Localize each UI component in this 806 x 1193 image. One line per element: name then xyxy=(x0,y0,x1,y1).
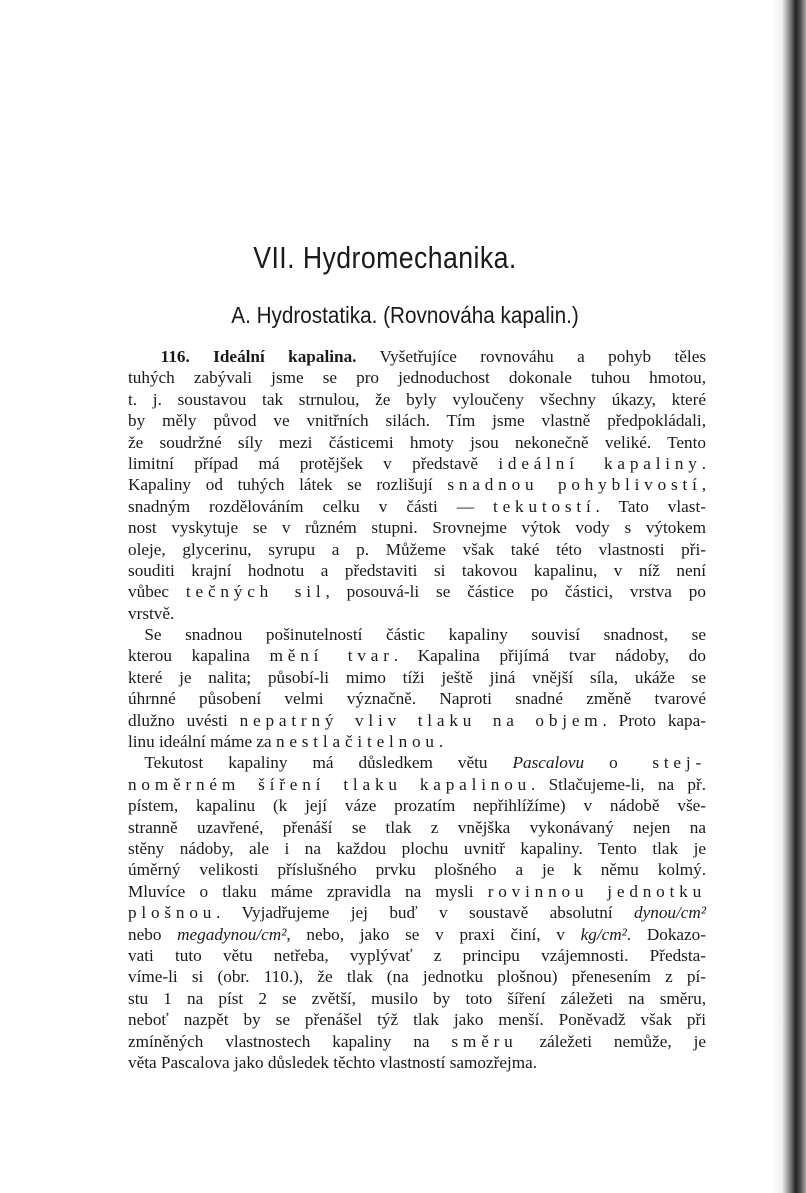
text-line xyxy=(128,603,706,624)
italic-text-run: megadynou/cm² xyxy=(177,924,287,944)
text-run: . Tato vlast- xyxy=(595,496,706,516)
text-line xyxy=(128,517,706,538)
text-run: zmíněných vlastnostech kapaliny na xyxy=(128,1031,452,1051)
text-line xyxy=(128,496,706,517)
paragraph xyxy=(128,752,706,1073)
text-run: věta Pascalova jako důsledek těchto vlastností samozřejma. xyxy=(128,1052,538,1072)
text-run: . Kapalina přijímá tvar nádoby, do xyxy=(393,646,706,666)
text-run xyxy=(584,753,609,772)
text-line xyxy=(128,410,706,431)
paragraph xyxy=(128,624,706,752)
text-line xyxy=(128,624,706,645)
text-run: stu 1 na píst 2 se zvětší, musilo by toto šíření záležeti na směru, xyxy=(128,988,706,1008)
italic-text-run: kg/cm² xyxy=(580,924,627,944)
text-run: víme-li si (obr. 110.), že tlak (na jednotku plošnou) přenesením z pí- xyxy=(128,967,706,987)
text-line xyxy=(128,1052,706,1073)
text-run: nebo xyxy=(128,924,178,944)
text-run: vrstvě. xyxy=(128,603,175,623)
text-run: t. j. soustavou tak strnulou, že byly vyloučeny všechny úkazy, které xyxy=(128,389,706,409)
text-line xyxy=(128,432,706,453)
text-run: snadným rozdělováním celku v části — xyxy=(128,496,493,516)
spaced-text-run: tekutostí xyxy=(493,496,596,516)
text-line xyxy=(128,731,706,752)
spaced-text-run: mění tvar xyxy=(269,646,394,666)
text-line xyxy=(128,795,706,816)
text-run: pístem, kapalinu (k její váze prozatím nepřihlížíme) v nádobě vše- xyxy=(128,796,706,816)
text-run: které je nalita; působí-li mimo tíži ještě jiná vnější síla, ukáže se xyxy=(128,667,706,687)
text-line xyxy=(128,859,706,880)
text-run: úhrnné působení velmi význačně. Naproti snadné změně tvarové xyxy=(128,689,706,709)
text-line xyxy=(128,346,706,367)
italic-text-run: dynou/cm² xyxy=(634,903,706,923)
bold-text-run: 116. Ideální kapalina. xyxy=(160,347,357,366)
text-run: stěny nádoby, ale i na každou plochu uvnitř kapaliny. Tento tlak je xyxy=(128,838,706,858)
text-line xyxy=(128,752,706,773)
text-line xyxy=(128,774,706,795)
text-line xyxy=(128,710,706,731)
scan-edge-shadow xyxy=(772,0,806,1193)
text-line xyxy=(128,945,706,966)
chapter-title: VII. Hydromechanika. xyxy=(253,240,517,275)
spaced-text-run: o stej- xyxy=(609,753,707,773)
text-run: . Stlačujeme-li, na př. xyxy=(531,774,706,794)
text-run: , posouvá-li se částice po částici, vrstva po xyxy=(325,582,706,602)
spaced-text-run: nepatrný vliv tlaku na objem xyxy=(239,710,603,730)
spaced-text-run: plošnou xyxy=(128,903,217,923)
spaced-text-run: noměrném šíření tlaku kapalinou xyxy=(128,774,532,794)
text-run: Tekutost kapaliny má důsledkem větu xyxy=(144,753,513,773)
text-run: nost vyskytuje se v různém stupni. Srovnejme výtok vody s výtokem xyxy=(128,518,706,538)
paragraph xyxy=(128,346,706,624)
text-run: . Vyjadřujeme jej buď v soustavě absolutní xyxy=(216,903,635,923)
spaced-text-run: tečných sil xyxy=(185,582,326,602)
text-run: vůbec xyxy=(128,582,186,602)
text-line xyxy=(128,817,706,838)
text-run: , xyxy=(701,475,706,495)
spaced-text-run: nestlačitelnou xyxy=(275,732,439,752)
text-line xyxy=(128,474,706,495)
text-run: . xyxy=(438,732,444,752)
text-run: úměrný velikosti příslušného prvku plošného a je k němu kolmý. xyxy=(128,860,706,880)
text-run: by měly původ ve vnitřních silách. Tím jsme vlastně předpokládali, xyxy=(128,411,706,431)
text-run: oleje, glycerinu, syrupu a p. Můžeme však také této vlastnosti při- xyxy=(128,539,706,559)
text-run: limitní případ má protějšek v představě xyxy=(128,453,499,473)
text-run: kterou kapalina xyxy=(128,646,270,666)
text-line xyxy=(128,667,706,688)
text-run: Mluvíce o tlaku máme zpravidla na mysli xyxy=(128,881,488,901)
body-text xyxy=(128,346,706,1073)
text-run: souditi krajní hodnotu a představiti si takovou kapalinu, v níž není xyxy=(128,560,706,580)
text-line xyxy=(128,924,706,945)
text-run: . Proto kapa- xyxy=(602,710,706,730)
text-line xyxy=(128,453,706,474)
text-run: záležeti nemůže, je xyxy=(517,1031,706,1051)
spaced-text-run: směru xyxy=(451,1031,518,1051)
section-title: A. Hydrostatika. (Rovnováha kapalin.) xyxy=(231,302,579,328)
text-line xyxy=(128,645,706,666)
text-line xyxy=(128,966,706,987)
text-run: tuhých zabývali jsme se pro jednoduchost dokonale tuhou hmotou, xyxy=(128,368,706,388)
text-line xyxy=(128,389,706,410)
text-line xyxy=(128,838,706,859)
text-run: , nebo, jako se v praxi činí, v xyxy=(286,924,581,944)
spaced-text-run: ideální kapaliny xyxy=(498,453,702,473)
text-run: Vyšetřujíce rovnováhu a pohyb těles xyxy=(356,347,707,366)
text-run: Se snadnou pošinutelností částic kapaliny souvisí snadnost, se xyxy=(144,625,706,645)
text-run: stranně uzavřené, přenáší se tlak z vnějška vykonávaný nejen na xyxy=(128,817,706,837)
text-run: že soudržné síly mezi částicemi hmoty jsou nekonečně veliké. Tento xyxy=(128,432,706,452)
text-run: . xyxy=(701,453,706,473)
text-run: linu ideální máme za xyxy=(128,732,276,752)
text-run: . Dokazo- xyxy=(626,924,706,944)
text-line xyxy=(128,688,706,709)
text-line xyxy=(128,881,706,902)
italic-text-run: Pascalovu xyxy=(512,753,585,773)
text-line xyxy=(128,581,706,602)
text-line xyxy=(128,1009,706,1030)
text-line xyxy=(128,902,706,923)
spaced-text-run: rovinnou jednotku xyxy=(487,881,706,901)
text-run: dlužno uvésti xyxy=(128,710,240,730)
text-line xyxy=(128,1031,706,1052)
spaced-text-run: snadnou pohyblivostí xyxy=(447,475,702,495)
text-line xyxy=(128,367,706,388)
text-line xyxy=(128,988,706,1009)
text-line xyxy=(128,560,706,581)
text-run: neboť nazpět by se přenášel týž tlak jako menší. Poněvadž však při xyxy=(128,1010,706,1030)
text-line xyxy=(128,539,706,560)
text-run: Kapaliny od tuhých látek se rozlišují xyxy=(128,475,448,495)
text-run: vati tuto větu netřeba, vyplývať z principu vzájemnosti. Předsta- xyxy=(128,945,706,965)
